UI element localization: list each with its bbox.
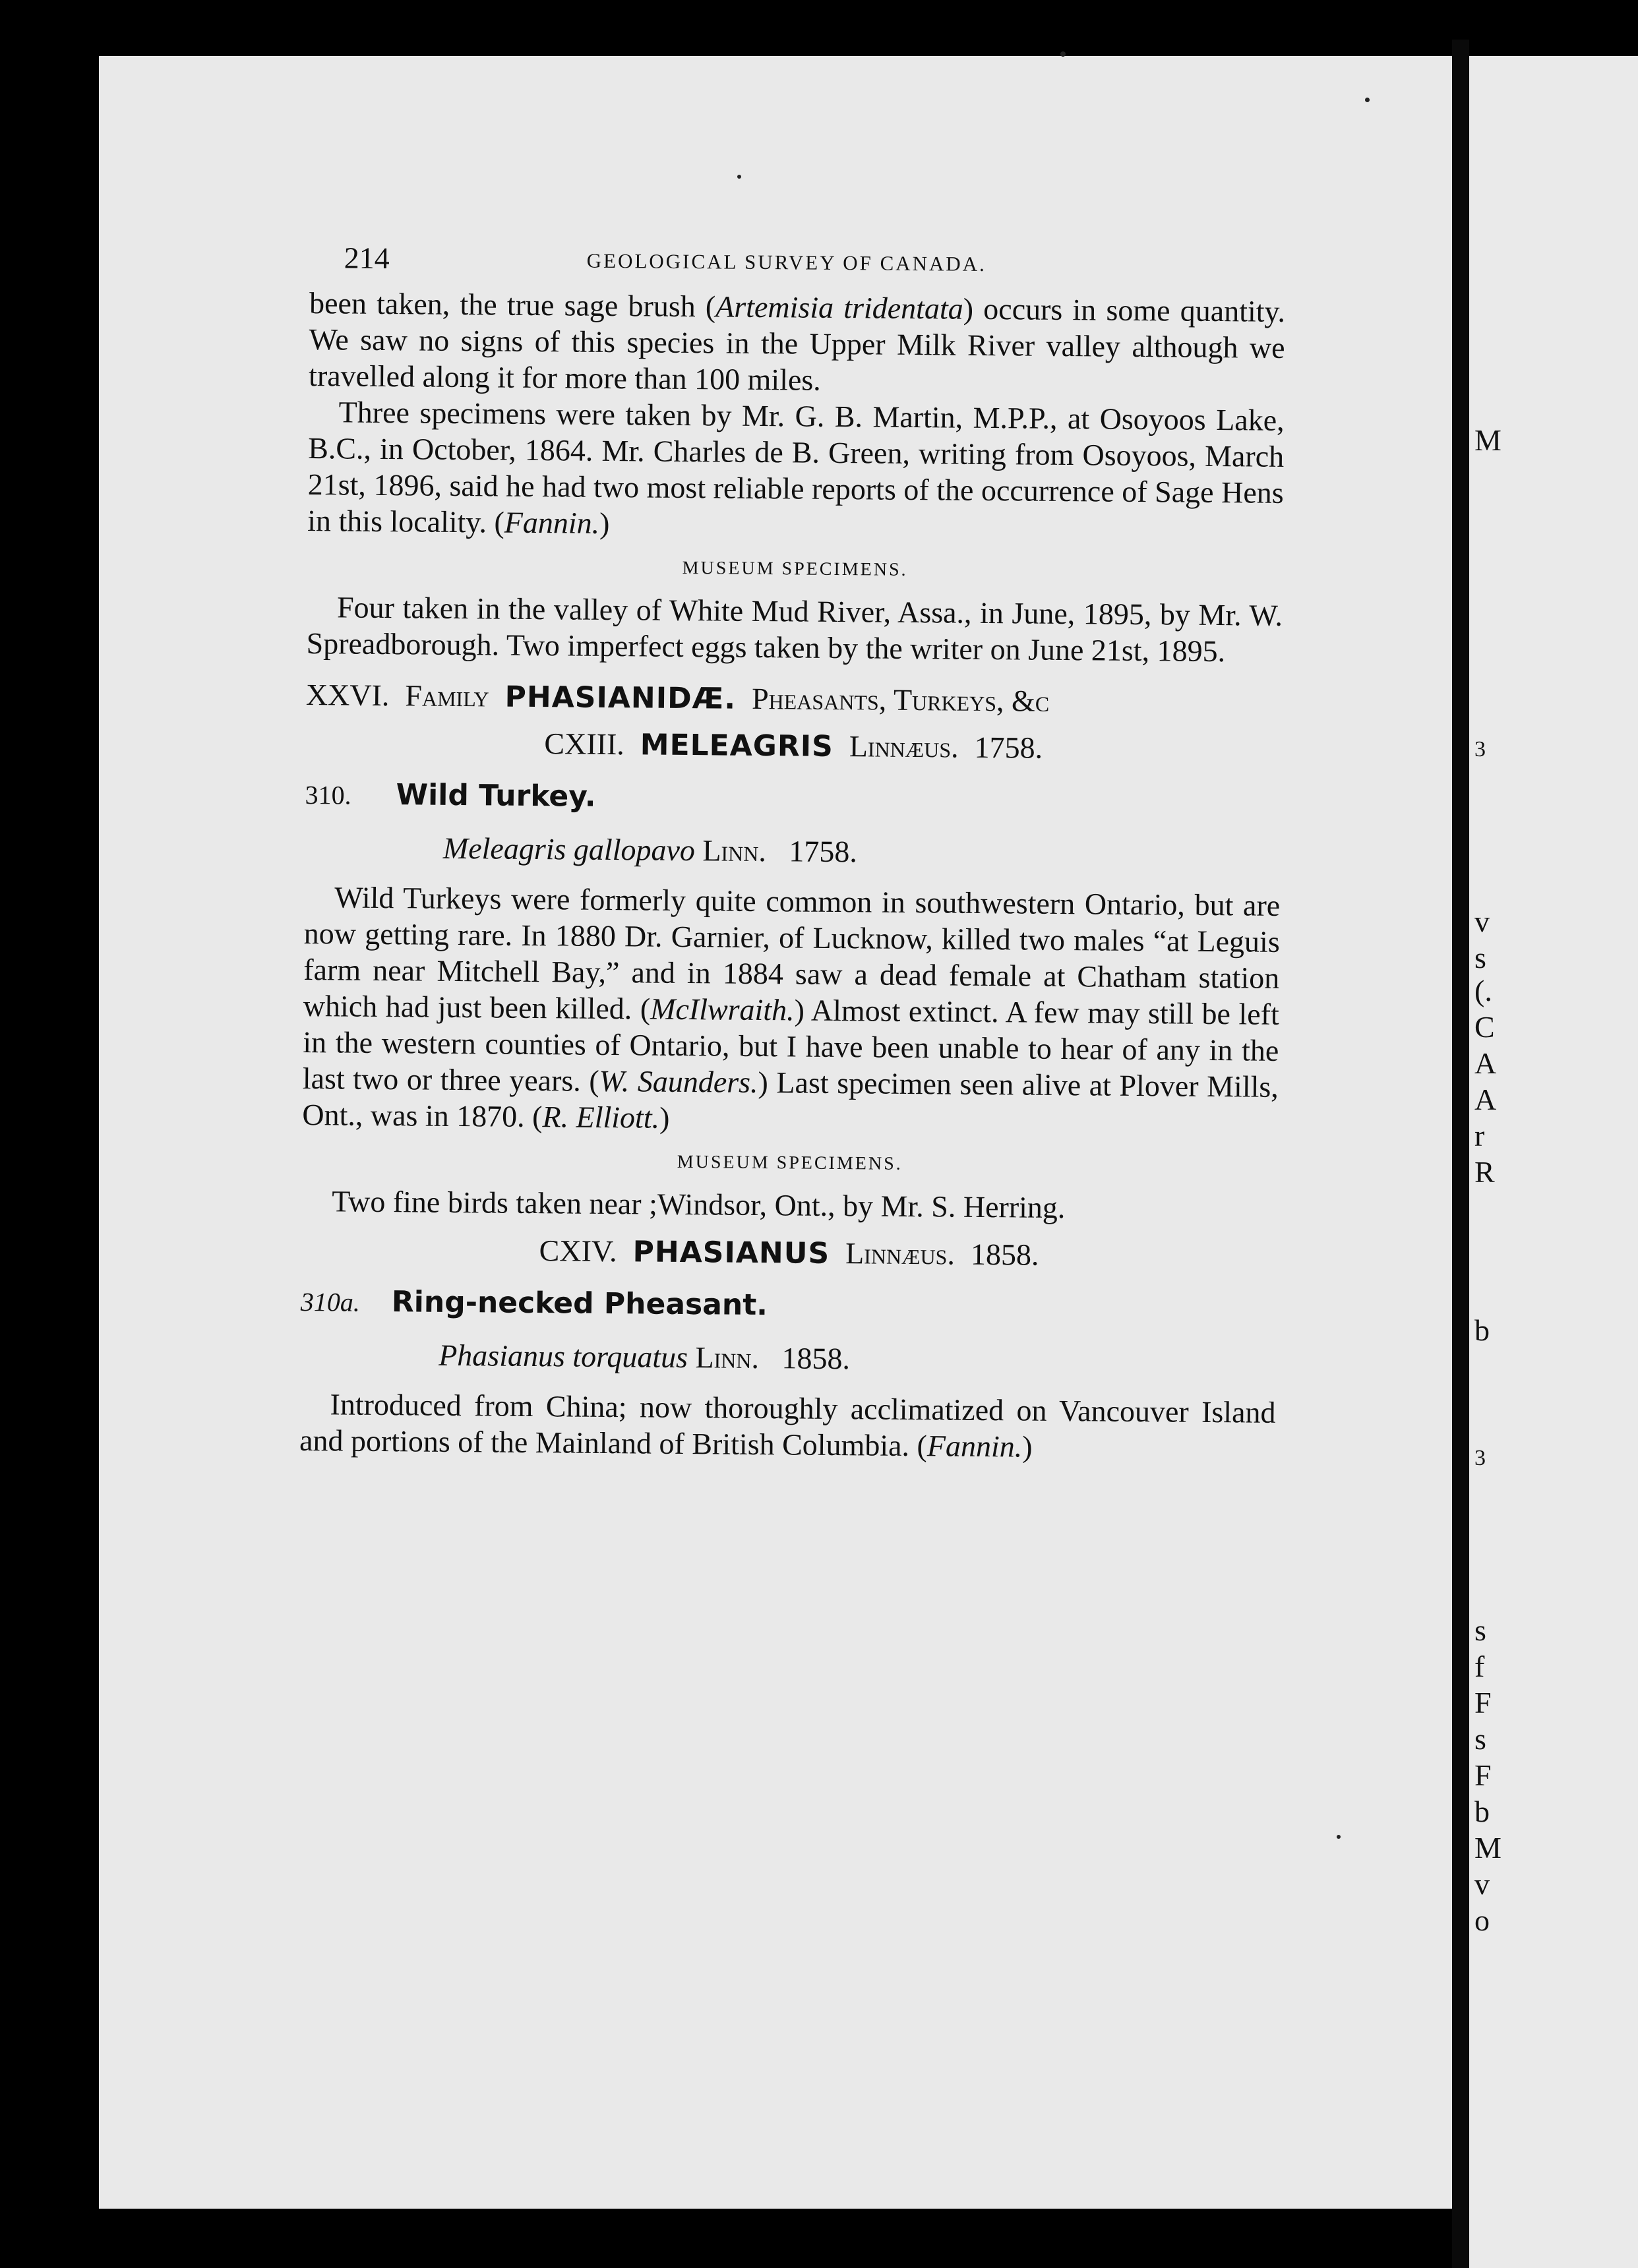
- text-run: Wild Turkeys were formerly quite common in southwestern Ontario, but are now getting rare. In 1880 Dr. Garnier, of Lucknow, killed two males “at Leguis farm near Mitchell Bay,” and in 1884 saw a dead female at Chatham station which had just been killed. (: [303, 880, 1281, 1026]
- facing-fragment: A: [1474, 1083, 1497, 1116]
- species-author: Linn.: [702, 833, 767, 868]
- facing-fragment: s: [1474, 1613, 1486, 1647]
- facing-fragment: s: [1474, 941, 1486, 974]
- section-heading: MUSEUM SPECIMENS.: [677, 1151, 903, 1174]
- facing-fragment: b: [1474, 1313, 1490, 1347]
- scientific-name: Phasianus torquatus: [438, 1338, 688, 1375]
- species-heading: [301, 1284, 1277, 1327]
- facing-fragment: M: [1474, 1831, 1502, 1865]
- text-run: ) Last specimen seen alive at Plover Mills, Ont., was in 1870. (: [302, 1065, 1279, 1134]
- species-name: Wild Turkey.: [396, 778, 596, 814]
- text-run: Introduced from China; now thoroughly acclimatized on Vancouver Island and portions of the Mainland of British Columbia. (: [299, 1387, 1276, 1463]
- paragraph: [309, 285, 1285, 402]
- facing-fragment: v: [1474, 905, 1490, 938]
- paragraph: Four taken in the valley of White Mud River, Assa., in June, 1895, by Mr. W. Spreadborough. Two imperfect eggs taken by the writer on June 21st, 1895.: [306, 590, 1283, 669]
- scientific-name-line: [443, 831, 1281, 873]
- facing-fragment: R: [1474, 1155, 1495, 1189]
- genus-numeral: CXIII.: [544, 727, 625, 761]
- scan-speck: [1365, 98, 1370, 102]
- text-run: ) occurs in some quantity. We saw no signs of this species in the Upper Milk River valley although we travelled along it for more than 100 miles.: [308, 291, 1286, 397]
- genus-numeral: CXIV.: [539, 1234, 617, 1268]
- italic-run: McIlwraith.: [650, 992, 795, 1027]
- book-gutter: [1452, 40, 1469, 2268]
- page-number: 214: [344, 241, 390, 276]
- family-heading: [306, 677, 1282, 721]
- section-heading: MUSEUM SPECIMENS.: [682, 557, 908, 580]
- genus-name: PHASIANUS: [632, 1235, 830, 1270]
- paragraph: [307, 394, 1285, 547]
- text-run: been taken, the true sage brush (: [309, 285, 716, 324]
- genus-name: MELEAGRIS: [640, 728, 834, 763]
- italic-run: Fannin.: [504, 505, 600, 540]
- species-number: 310a.: [300, 1286, 361, 1317]
- paragraph: [302, 879, 1280, 1141]
- facing-fragment: v: [1474, 1867, 1490, 1901]
- facing-fragment: 3: [1474, 1446, 1486, 1470]
- facing-fragment: (.: [1474, 974, 1492, 1007]
- italic-run: W. Saunders.: [599, 1063, 758, 1099]
- running-head: [309, 237, 1286, 292]
- family-rank: Family: [405, 678, 489, 713]
- facing-fragment: o: [1474, 1903, 1490, 1937]
- species-author: Linn.: [695, 1340, 760, 1375]
- scientific-name-line: [439, 1338, 1276, 1380]
- facing-fragment: M: [1474, 423, 1502, 457]
- genus-author: Linnæus.: [845, 1236, 956, 1271]
- genus-heading: [301, 1231, 1277, 1274]
- facing-fragment: 3: [1474, 737, 1486, 761]
- genus-heading: [305, 724, 1281, 767]
- genus-year: 1858.: [970, 1237, 1039, 1272]
- facing-fragment: F: [1474, 1758, 1492, 1792]
- species-year: 1758.: [789, 834, 858, 869]
- facing-fragment: b: [1474, 1795, 1490, 1828]
- scientific-name: Meleagris gallopavo: [442, 831, 696, 868]
- running-title: GEOLOGICAL SURVEY OF CANADA.: [586, 249, 987, 276]
- facing-fragment: A: [1474, 1046, 1497, 1080]
- paragraph: [299, 1386, 1276, 1467]
- family-name: PHASIANIDÆ.: [504, 680, 737, 716]
- text-run: ): [1022, 1429, 1033, 1464]
- text-run: ): [659, 1100, 670, 1135]
- species-name: Ring-necked Pheasant.: [391, 1285, 768, 1323]
- text-run: ) Almost extinct. A few may still be left in the western counties of Ontario, but I have been unable to hear of any in the last two or three years. (: [302, 993, 1279, 1098]
- text-run: Three specimens were taken by Mr. G. B. Martin, M.P.P., at Osoyoos Lake, B.C., in October, 1864. Mr. Charles de B. Green, writing from Osoyoos, March 21st, 1896, said he had two most reliable reports of the occurrence of Sage Hens in this locality. (: [307, 395, 1285, 539]
- genus-author: Linnæus.: [849, 729, 959, 764]
- facing-fragment: r: [1474, 1119, 1485, 1152]
- facing-fragment: C: [1474, 1010, 1495, 1044]
- family-common-names: Pheasants, Turkeys, &c: [751, 681, 1050, 718]
- facing-page-edge: [1469, 56, 1638, 2268]
- facing-fragment: F: [1474, 1686, 1492, 1719]
- facing-fragment: s: [1474, 1722, 1486, 1756]
- genus-year: 1758.: [974, 730, 1043, 765]
- italic-run: Artemisia tridentata: [715, 289, 963, 326]
- scan-speck: [1337, 1835, 1341, 1839]
- paragraph: Two fine birds taken near ;Windsor, Ont., by Mr. S. Herring.: [332, 1184, 1066, 1225]
- family-numeral: XXVI.: [305, 677, 390, 713]
- italic-run: R. Elliott.: [542, 1100, 660, 1135]
- page-content: [299, 237, 1286, 1467]
- species-year: 1858.: [781, 1341, 851, 1376]
- text-run: ): [599, 506, 610, 540]
- scan-speck: [737, 175, 741, 179]
- species-heading: [305, 777, 1281, 820]
- scan-speck: [1060, 51, 1066, 57]
- species-number: 310.: [305, 779, 351, 810]
- italic-run: Fannin.: [926, 1429, 1023, 1464]
- facing-fragment: f: [1474, 1650, 1485, 1683]
